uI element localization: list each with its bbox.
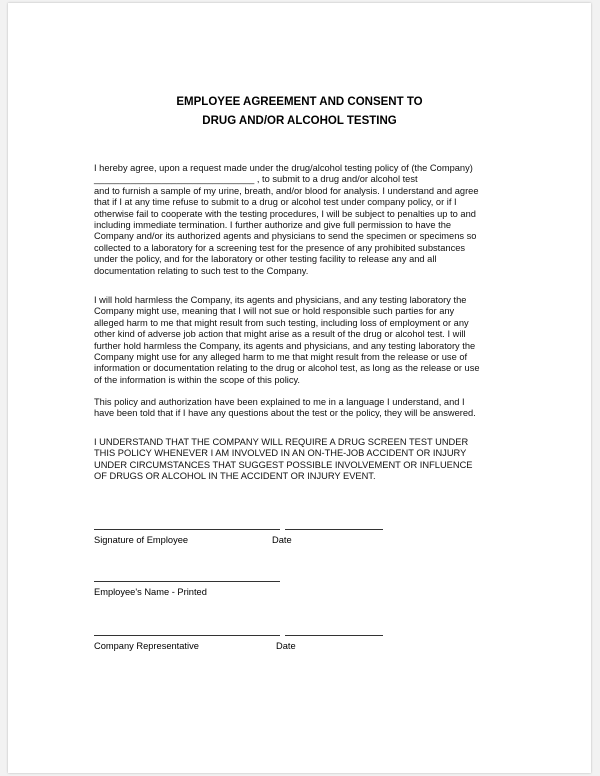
text-line: have been told that if I have any questions about the test or the policy, they will be answered. <box>94 408 476 419</box>
text-line: otherwise fail to cooperate with the testing procedures, I will be subject to penalties up to and <box>94 208 476 219</box>
text-line: alleged harm to me that might result from such testing, including loss of employment or any <box>94 317 469 328</box>
text-line: under the policy, and for the laboratory or other testing facility to release any and all <box>94 254 437 265</box>
text-line: collected to a laboratory for a screening test for the presence of any prohibited substances <box>94 242 466 253</box>
explanation-paragraph <box>94 397 514 420</box>
text-line: of the information is within the scope of this policy. <box>94 374 301 385</box>
hold-harmless-paragraph <box>94 295 514 386</box>
text-line: I hereby agree, upon a request made under the drug/alcohol testing policy of (the Company) <box>94 163 473 173</box>
text-line: THIS POLICY WHENEVER I AM INVOLVED IN AN ON-THE-JOB ACCIDENT OR INJURY <box>94 448 467 459</box>
document-title <box>8 93 591 131</box>
text-line: Company might use for any alleged harm to me that might result from the release or use of <box>94 352 468 363</box>
text-line: I UNDERSTAND THAT THE COMPANY WILL REQUIRE A DRUG SCREEN TEST UNDER <box>94 437 469 447</box>
text-line: _______________________________ , to submit to a drug and/or alcohol test <box>94 174 418 185</box>
consent-paragraph <box>94 163 514 277</box>
text-line: OF DRUGS OR ALCOHOL IN THE ACCIDENT OR INJURY EVENT. <box>94 471 376 482</box>
text-line: including immediate termination. I further authorize and give full permission to have the <box>94 220 452 231</box>
company-rep-label: Company Representative <box>94 641 199 651</box>
employee-name-label: Employee's Name - Printed <box>94 587 207 597</box>
text-line: Company and/or its authorized agents and physicians to send the specimen or specimens so <box>94 231 477 242</box>
text-line: that if I at any time refuse to submit to a drug or alcohol test under company policy, or if I <box>94 197 457 208</box>
date-line-2[interactable] <box>285 635 383 636</box>
date-label: Date <box>272 535 292 545</box>
text-line: and to furnish a sample of my urine, breath, and/or blood for analysis. I understand and agree <box>94 185 479 196</box>
text-line: I will hold harmless the Company, its agents and physicians, and any testing laboratory the <box>94 295 467 305</box>
text-line: Company might use, meaning that I will not sue or hold responsible such parties for any <box>94 306 455 317</box>
date-label: Date <box>276 641 296 651</box>
title-line-2: DRUG AND/OR ALCOHOL TESTING <box>202 115 397 127</box>
employee-signature-line[interactable] <box>94 529 280 530</box>
acknowledgement-paragraph <box>94 437 514 483</box>
text-line: information or documentation relating to the drug or alcohol test, as long as the release or use <box>94 363 480 374</box>
document-page <box>8 3 591 773</box>
text-line: UNDER CIRCUMSTANCES THAT SUGGEST POSSIBLE INVOLVEMENT OR INFLUENCE <box>94 459 473 470</box>
text-line: further hold harmless the Company, its agents and physicians, and any testing laboratory the <box>94 340 476 351</box>
text-line: documentation relating to such test to the Company. <box>94 265 309 276</box>
employee-signature-label: Signature of Employee <box>94 535 189 545</box>
company-rep-signature-line[interactable] <box>94 635 280 636</box>
text-line: This policy and authorization have been explained to me in a language I understand, and I <box>94 397 465 407</box>
title-line-1: EMPLOYEE AGREEMENT AND CONSENT TO <box>176 96 423 108</box>
date-line-1[interactable] <box>285 529 383 530</box>
text-line: other kind of adverse job action that might arise as a result of the drug or alcohol test. I will <box>94 329 466 340</box>
employee-name-line[interactable] <box>94 581 280 582</box>
